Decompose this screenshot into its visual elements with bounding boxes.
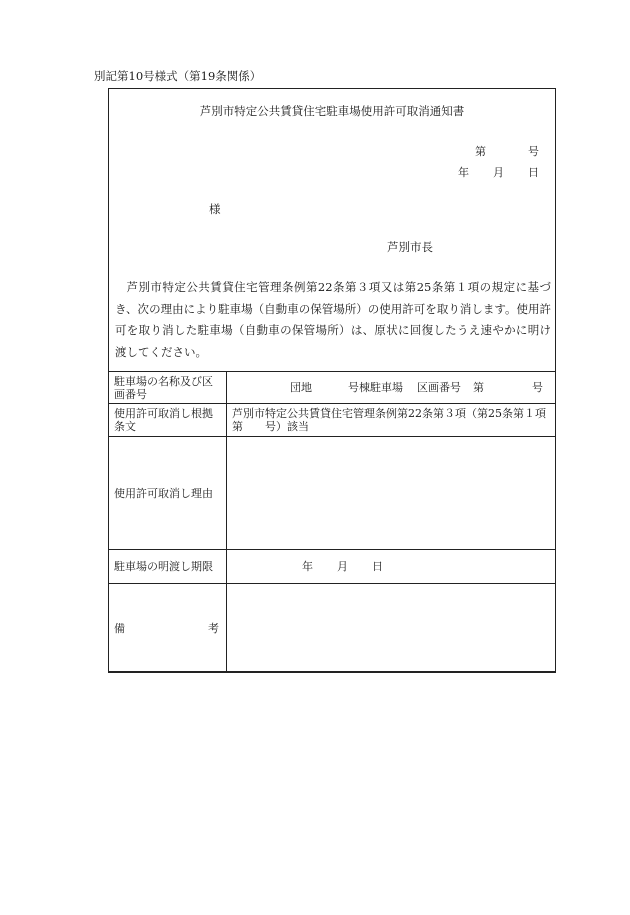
remarks-value (227, 584, 556, 673)
notice-date (458, 164, 539, 180)
notice-body: 芦別市特定公共賃貸住宅管理条例第22条第３項又は第25条第１項の規定に基づき、次の理由により駐車場（自動車の保管場所）の使用許可を取り消します。使用許可を取り消した駐車場（自動車の保管場所）は、原状に回復したうえ速やかに明け渡してください。 (115, 280, 551, 359)
danchi-text: 団地 (290, 381, 312, 394)
go-text: 号 (532, 381, 543, 394)
notice-frame (108, 88, 556, 672)
document-title: 芦別市特定公共賃貸住宅駐車場使用許可取消通知書 (199, 104, 465, 118)
remarks-label-right: 考 (208, 621, 219, 635)
deadline-year: 年 (302, 560, 313, 573)
dai-text: 第 (473, 381, 484, 394)
parking-name-label: 駐車場の名称及び区画番号 (109, 372, 227, 404)
issuer-name: 芦別市長 (387, 240, 433, 254)
date-year: 年 (458, 166, 469, 179)
deadline-month: 月 (337, 560, 348, 573)
deadline-value (227, 550, 556, 584)
goto-text: 号棟駐車場 (348, 381, 403, 394)
notice-number (475, 143, 539, 159)
table-row (109, 550, 556, 584)
reason-value (227, 437, 556, 550)
parking-name-value (227, 372, 556, 404)
details-table (108, 371, 556, 673)
date-month: 月 (493, 166, 504, 179)
table-row (109, 372, 556, 404)
deadline-day: 日 (372, 560, 383, 573)
table-row (109, 584, 556, 673)
number-suffix: 号 (528, 145, 539, 158)
reason-label: 使用許可取消し理由 (109, 437, 227, 550)
table-row (109, 404, 556, 437)
number-prefix: 第 (475, 145, 486, 158)
addressee-suffix: 様 (209, 202, 221, 216)
date-day: 日 (528, 166, 539, 179)
remarks-label-left: 備 (114, 621, 125, 635)
deadline-label: 駐車場の明渡し期限 (109, 550, 227, 584)
basis-label: 使用許可取消し根拠条文 (109, 404, 227, 437)
basis-value: 芦別市特定公共賃貸住宅管理条例第22条第３項（第25条第１項第 号）該当 (227, 404, 556, 437)
form-number-label: 別記第10号様式（第19条関係） (94, 69, 262, 83)
remarks-label (109, 584, 227, 673)
kukaku-text: 区画番号 (417, 381, 461, 394)
table-row (109, 437, 556, 550)
